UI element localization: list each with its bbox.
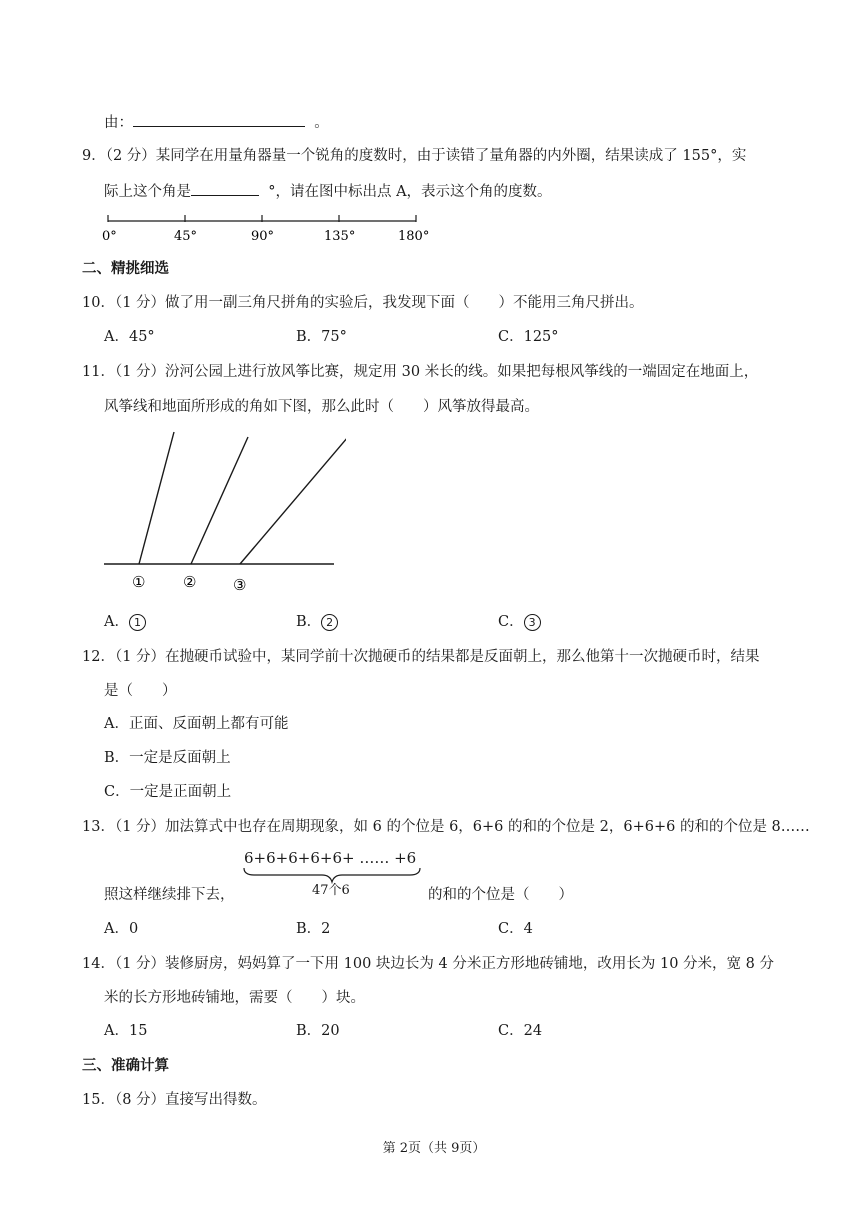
q13-brace-label: 47个6 (312, 883, 350, 898)
q13-line2-a: 照这样继续排下去， (104, 887, 235, 903)
q11-line2: 风筝线和地面所形成的角如下图，那么此时（ ）风筝放得最高。 (104, 399, 539, 415)
q9-line2 (104, 181, 552, 202)
q14-option-a[interactable]: A．15 (104, 1023, 148, 1039)
q11-option-b-letter: B． (296, 614, 322, 630)
scale-label-0: 0° (102, 229, 117, 244)
q9-line2-a: 际上这个角是 (104, 184, 191, 200)
kite-string-3 (240, 437, 346, 564)
q11-option-b-mark: 2 (321, 614, 338, 631)
scale-label-180: 180° (398, 229, 430, 244)
q12-option-c[interactable]: C．一定是正面朝上 (104, 784, 232, 800)
q10-option-b[interactable]: B．75° (296, 329, 347, 345)
q13-option-b[interactable]: B．2 (296, 921, 331, 937)
figure-label-2: ② (183, 573, 197, 591)
q13-option-a[interactable]: A．0 (104, 921, 139, 937)
q8-suffix: 。 (314, 115, 329, 131)
q14-option-b[interactable]: B．20 (296, 1023, 340, 1039)
q11-option-b[interactable] (296, 612, 338, 632)
q11-option-c[interactable] (498, 612, 541, 632)
q15-stem: 15．（8 分）直接写出得数。 (82, 1092, 267, 1108)
kite-string-2 (191, 437, 248, 564)
q12-line2: 是（ ） (104, 683, 177, 699)
q10-option-c[interactable]: C．125° (498, 329, 559, 345)
q11-option-a-mark: 1 (129, 614, 146, 631)
protractor-scale[interactable] (96, 207, 446, 247)
q14-line1: 14．（1 分）装修厨房，妈妈算了一下用 100 块边长为 4 分米正方形地砖铺地，改用长为 10 分米，宽 8 分 (82, 956, 774, 972)
section-heading-2: 二、精挑细选 (82, 261, 169, 277)
q11-option-a-letter: A． (104, 614, 129, 630)
section-heading-3: 三、准确计算 (82, 1058, 169, 1074)
q9-blank[interactable] (191, 181, 259, 196)
q8-answer-line (104, 112, 329, 133)
q13-option-c[interactable]: C．4 (498, 921, 533, 937)
q9-line1: 9．（2 分）某同学在用量角器量一个锐角的度数时，由于读错了量角器的内外圈，结果读成了 155°，实 (82, 148, 747, 164)
q14-option-c[interactable]: C．24 (498, 1023, 543, 1039)
q9-line2-b: °，请在图中标出点 A，表示这个角的度数。 (268, 184, 552, 200)
q14-line2: 米的长方形地砖铺地，需要（ ）块。 (104, 990, 365, 1006)
q12-option-a[interactable]: A．正面、反面朝上都有可能 (104, 716, 289, 732)
q11-option-c-letter: C． (498, 614, 524, 630)
scale-label-45: 45° (174, 229, 198, 244)
q12-option-b[interactable]: B．一定是反面朝上 (104, 750, 231, 766)
q8-blank[interactable] (133, 112, 305, 127)
kite-angle-figure (96, 425, 346, 600)
q11-line1: 11．（1 分）汾河公园上进行放风筝比赛，规定用 30 米长的线。如果把每根风筝线的一端固定在地面上， (82, 364, 759, 380)
scale-label-135: 135° (324, 229, 356, 244)
q13-line2-b: 的和的个位是（ ） (428, 887, 573, 903)
q8-prefix: 由： (104, 115, 133, 131)
q11-option-c-mark: 3 (524, 614, 541, 631)
q12-line1: 12．（1 分）在抛硬币试验中，某同学前十次抛硬币的结果都是反面朝上，那么他第十一次抛硬币时，结果 (82, 649, 760, 665)
kite-string-1 (139, 432, 174, 564)
q13-expression: 6+6+6+6+6+ …… +6 (244, 849, 417, 867)
q10-option-a[interactable]: A．45° (104, 329, 155, 345)
figure-label-1: ① (132, 573, 146, 591)
page-footer: 第 2页（共 9页） (382, 1141, 486, 1156)
figure-label-3: ③ (233, 576, 247, 594)
q11-option-a[interactable] (104, 612, 146, 632)
q13-line1: 13．（1 分）加法算式中也存在周期现象，如 6 的个位是 6，6+6 的和的个位是 2，6+6+6 的和的个位是 8…… (82, 819, 810, 835)
q10-stem: 10．（1 分）做了用一副三角尺拼角的实验后，我发现下面（ ）不能用三角尺拼出。 (82, 295, 644, 311)
scale-label-90: 90° (251, 229, 275, 244)
